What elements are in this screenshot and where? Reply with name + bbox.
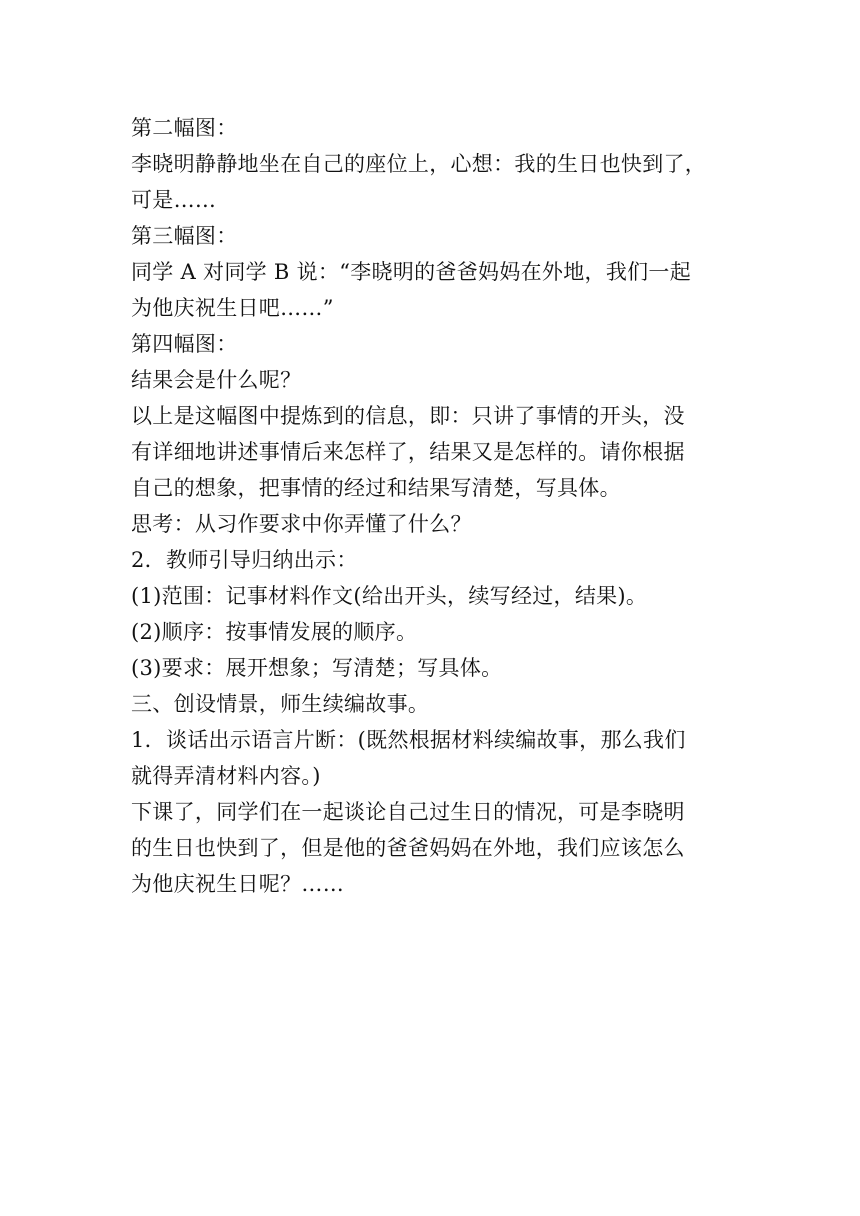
text-line: 第四幅图： xyxy=(131,332,238,356)
text-line: 1．谈话出示语言片断：(既然根据材料续编故事，那么我们 xyxy=(131,728,686,752)
text-line: 第三幅图： xyxy=(131,224,238,248)
document-body xyxy=(131,110,731,902)
text-line: (3)要求：展开想象；写清楚；写具体。 xyxy=(131,656,503,680)
text-line: 为他庆祝生日呢？…… xyxy=(131,872,344,896)
text-line: 为他庆祝生日吧……” xyxy=(131,296,334,320)
text-line: 就得弄清材料内容。) xyxy=(131,764,321,788)
text-line: 李晓明静静地坐在自己的座位上，心想：我的生日也快到了， xyxy=(131,152,707,176)
text-line: 思考：从习作要求中你弄懂了什么？ xyxy=(131,512,472,536)
text-line: 同学 A 对同学 B 说：“李晓明的爸爸妈妈在外地，我们一起 xyxy=(131,260,692,284)
text-line: 三、创设情景，师生续编故事。 xyxy=(131,692,430,716)
text-line: 自己的想象，把事情的经过和结果写清楚，写具体。 xyxy=(131,476,621,500)
text-line: 可是…… xyxy=(131,188,217,212)
text-line: 下课了，同学们在一起谈论自己过生日的情况，可是李晓明 xyxy=(131,800,685,824)
text-line: 结果会是什么呢？ xyxy=(131,368,302,392)
text-line: (1)范围：记事材料作文(给出开头，续写经过，结果)。 xyxy=(131,584,648,608)
text-line: 的生日也快到了，但是他的爸爸妈妈在外地，我们应该怎么 xyxy=(131,836,685,860)
text-line: 第二幅图： xyxy=(131,116,238,140)
text-line: 2．教师引导归纳出示： xyxy=(131,548,358,572)
text-line: 有详细地讲述事情后来怎样了，结果又是怎样的。请你根据 xyxy=(131,440,685,464)
text-line: 以上是这幅图中提炼到的信息，即：只讲了事情的开头，没 xyxy=(131,404,685,428)
text-line: (2)顺序：按事情发展的顺序。 xyxy=(131,620,418,644)
